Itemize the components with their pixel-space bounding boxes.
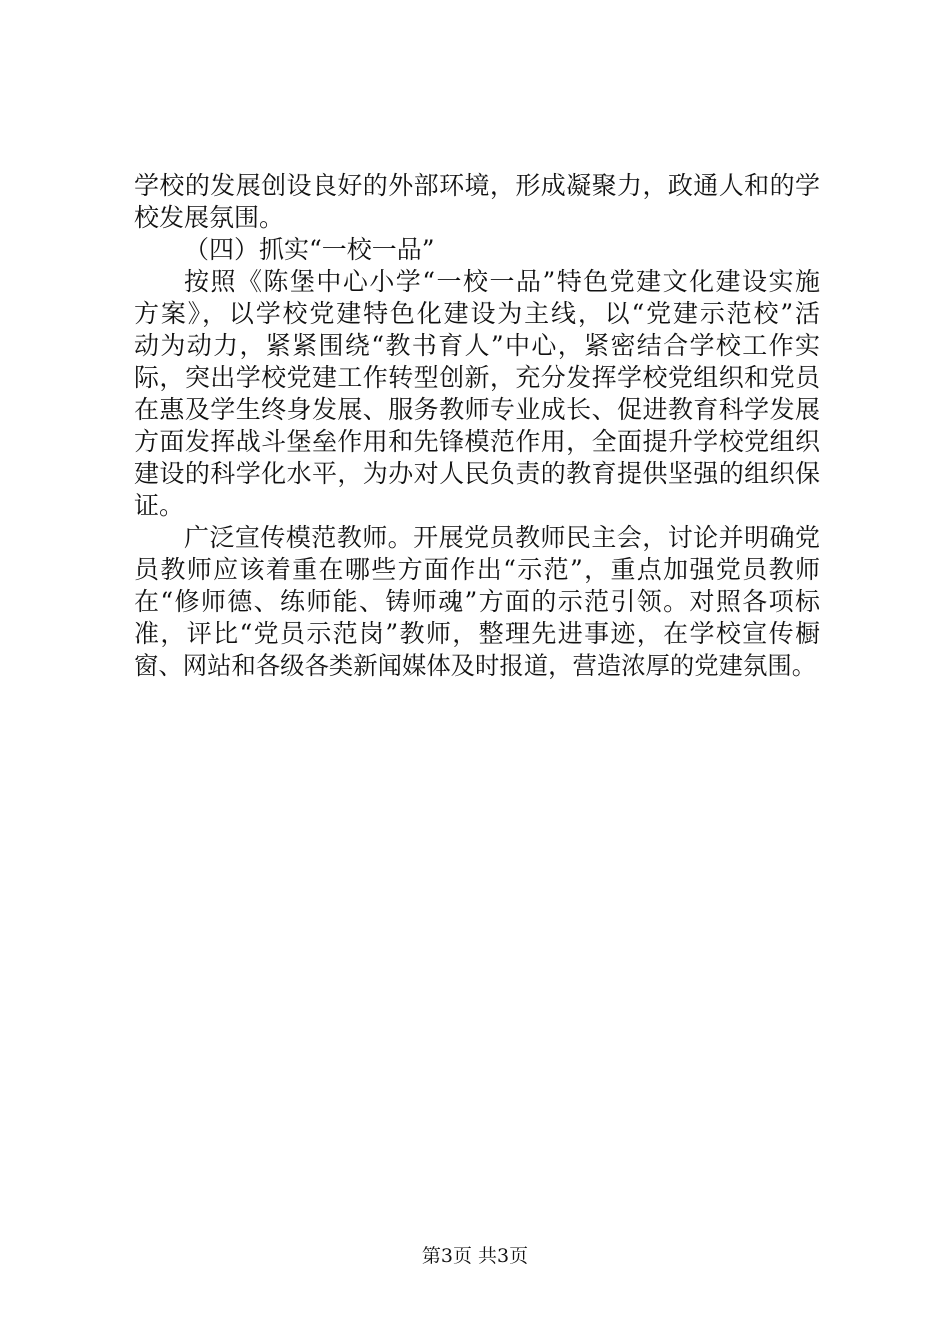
text-line: 校发展氛围。 [134, 203, 285, 232]
paragraph-implementation-plan [134, 266, 820, 522]
text-line: 方面发挥战斗堡垒作用和先锋模范作用，全面提升学校党组织 [134, 427, 820, 456]
text-line: 准，评比“党员示范岗”教师，整理先进事迹，在学校宣传橱 [134, 619, 820, 648]
text-line: 在“修师德、练师能、铸师魂”方面的示范引领。对照各项标 [134, 587, 820, 616]
document-body [134, 170, 820, 682]
text-line: 证。 [134, 491, 185, 520]
text-line: 方案》，以学校党建特色化建设为主线，以“党建示范校”活 [134, 299, 820, 328]
text-line: 学校的发展创设良好的外部环境，形成凝聚力，政通人和的学 [134, 171, 820, 200]
text-line: 窗、网站和各级各类新闻媒体及时报道，营造浓厚的党建氛围。 [134, 651, 817, 680]
text-line: 动为动力，紧紧围绕“教书育人”中心，紧密结合学校工作实 [134, 331, 820, 360]
paragraph-continuation [134, 170, 820, 234]
text-line: 在惠及学生终身发展、服务教师专业成长、促进教育科学发展 [134, 395, 820, 424]
text-line: 广泛宣传模范教师。开展党员教师民主会，讨论并明确党 [184, 523, 820, 552]
text-line: 员教师应该着重在哪些方面作出“示范”，重点加强党员教师 [134, 555, 820, 584]
text-line: 按照《陈堡中心小学“一校一品”特色党建文化建设实施 [184, 267, 820, 296]
text-line: 建设的科学化水平，为办对人民负责的教育提供坚强的组织保 [134, 459, 820, 488]
section-heading [134, 234, 820, 266]
section-heading-text: （四）抓实“一校一品” [184, 235, 435, 264]
text-line: 际，突出学校党建工作转型创新，充分发挥学校党组织和党员 [134, 363, 820, 392]
page-number-footer: 第3页 共3页 [421, 1245, 529, 1267]
paragraph-model-teachers [134, 522, 820, 682]
